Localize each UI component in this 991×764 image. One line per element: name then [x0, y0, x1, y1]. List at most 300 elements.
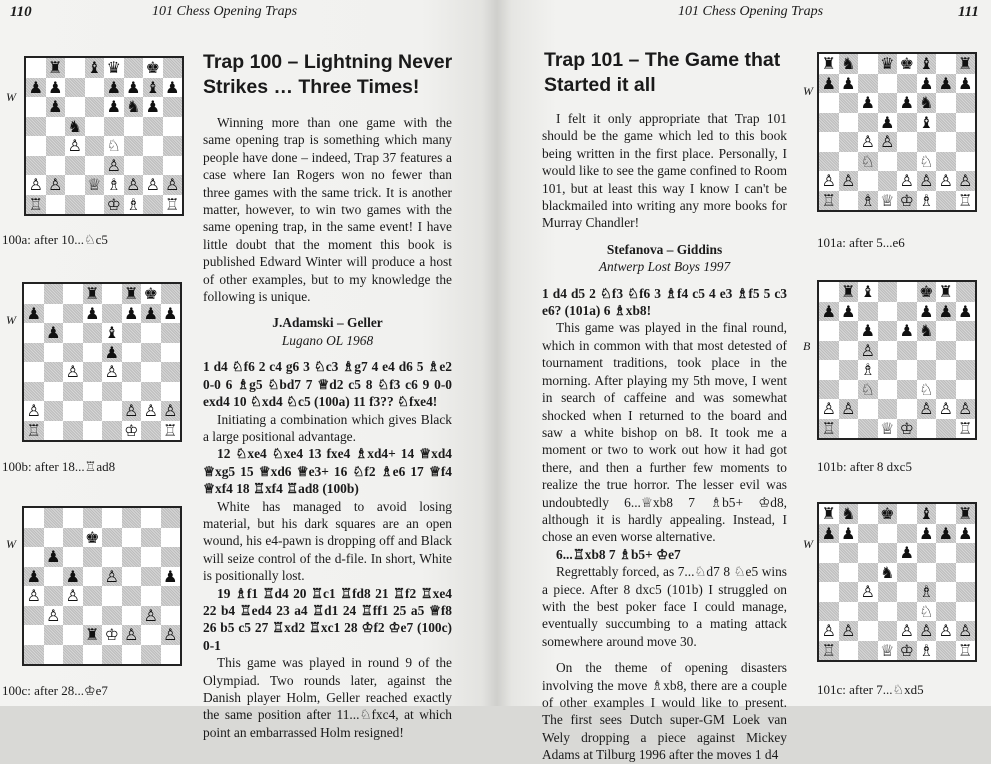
board-square	[839, 152, 859, 172]
chess-piece-icon: ♞	[880, 562, 895, 582]
chess-piece-icon: ♟	[899, 543, 914, 562]
board-square	[141, 508, 161, 528]
board-square	[102, 304, 122, 324]
chess-piece-icon: ♘	[860, 379, 875, 399]
chess-piece-icon: ♙	[104, 566, 119, 586]
board-square	[858, 152, 878, 172]
board-square	[141, 606, 161, 626]
chess-piece-icon: ♙	[26, 586, 41, 605]
chess-piece-icon: ♙	[143, 401, 158, 420]
board-square	[85, 97, 105, 117]
board-square	[917, 419, 937, 439]
left-title-line: Trap 100 – Lightning Never	[203, 51, 453, 73]
chess-piece-icon: ♟	[841, 73, 856, 93]
board-square	[858, 602, 878, 622]
board-square	[819, 321, 839, 341]
board-square	[122, 323, 142, 343]
board-square	[161, 362, 181, 382]
board-square	[63, 567, 83, 587]
chess-piece-icon: ♟	[919, 301, 934, 321]
board-square	[956, 54, 976, 74]
board-square	[878, 504, 898, 524]
paragraph: This game was played in the final round, which in common with that most detested of tournament traditions, took place in the morning. After playing my 5th move, I went in search of caffeine and was somewhat shocked when I returned to the board and saw a white bishop on b8. It took me a moment or two to work out how it had got there, and then a further few moments to realize the true horror. The lesser evil was undoubtedly 6...♕xb8 7 ♗b5+ ♔d8, although it is hardly appealing. Instead, I chose an even worse alternative.	[542, 320, 787, 545]
board-square	[839, 74, 859, 94]
diagram-101a-board	[817, 52, 977, 212]
board-square	[956, 602, 976, 622]
board-square	[143, 156, 163, 176]
board-square	[839, 191, 859, 211]
paragraph: On the theme of opening disasters involving the move ♗xb8, there are a couple of other examples I would like to present. The first sees Dutch super-GM Loek van Wely dropping a piece against Mickey Adams at Tilburg 1996 after the moves 1 d4	[542, 660, 787, 763]
paragraph: I felt it only appropriate that Trap 101 should be the game which led to this book being written in the first place. Personally, I would like to see the game confined to Room 101, but at least this way I know I can't be blackmailed into writing any more books for Murray Chandler!	[542, 111, 787, 231]
chess-piece-icon: ♘	[919, 601, 934, 621]
board-square	[917, 171, 937, 191]
chess-piece-icon: ♟	[106, 97, 121, 116]
board-square	[26, 78, 46, 98]
chess-piece-icon: ♞	[919, 93, 934, 112]
board-square	[819, 524, 839, 544]
chess-piece-icon: ♙	[938, 171, 953, 190]
chess-piece-icon: ♙	[65, 362, 80, 381]
board-square	[161, 547, 181, 567]
board-square	[24, 401, 44, 421]
board-square	[46, 58, 66, 78]
board-square	[124, 97, 144, 117]
board-square	[917, 341, 937, 361]
board-square	[956, 543, 976, 563]
board-square	[897, 399, 917, 419]
board-square	[819, 399, 839, 419]
board-square	[839, 132, 859, 152]
board-square	[122, 401, 142, 421]
board-square	[46, 78, 66, 98]
chess-piece-icon: ♜	[124, 284, 139, 303]
board-square	[858, 399, 878, 419]
board-square	[917, 93, 937, 113]
diagram-100a-board	[24, 56, 184, 216]
chess-piece-icon: ♜	[958, 54, 973, 73]
board-square	[839, 582, 859, 602]
chess-piece-icon: ♙	[143, 605, 158, 625]
board-square	[104, 175, 124, 195]
board-square	[897, 621, 917, 641]
board-square	[839, 524, 859, 544]
chess-piece-icon: ♙	[958, 621, 973, 640]
board-square	[141, 401, 161, 421]
chess-piece-icon: ♞	[67, 116, 82, 136]
paragraph: Winning more than one game with the same opening trap is something which many people have done – indeed, Trap 37 features a case where Ian Rogers won no fewer than three games with the same trick. It is another matter, however, to win two games with the same opening trap, in the same event! I have little doubt that the moment this book is published Edward Winter will produce a host of other examples, but to my knowledge the following is unique.	[203, 115, 452, 305]
board-square	[956, 171, 976, 191]
board-square	[63, 586, 83, 606]
board-square	[917, 282, 937, 302]
chess-piece-icon: ♜	[48, 58, 63, 77]
chess-piece-icon: ♟	[26, 303, 41, 323]
right-body-text	[542, 110, 787, 764]
board-square	[24, 606, 44, 626]
board-square	[44, 645, 64, 665]
chess-piece-icon: ♔	[899, 190, 914, 210]
board-square	[102, 508, 122, 528]
board-square	[858, 641, 878, 661]
chess-piece-icon: ♙	[919, 621, 934, 640]
board-square	[102, 606, 122, 626]
board-square	[124, 156, 144, 176]
board-square	[956, 380, 976, 400]
board-square	[44, 508, 64, 528]
chess-piece-icon: ♖	[821, 640, 836, 660]
board-square	[956, 152, 976, 172]
board-square	[124, 175, 144, 195]
chess-piece-icon: ♜	[85, 284, 100, 303]
chess-piece-icon: ♜	[85, 625, 100, 644]
paragraph: White has managed to avoid losing material, but his dark squares are an open wound, his e4-pawn is dropping off and Black will seize control of the d-file. In short, White is positionally lost.	[203, 498, 452, 584]
board-square	[161, 508, 181, 528]
chess-piece-icon: ♟	[26, 566, 41, 586]
board-square	[956, 399, 976, 419]
board-square	[26, 117, 46, 137]
board-square	[44, 528, 64, 548]
board-square	[161, 343, 181, 363]
diagram-100a-caption: 100a: after 10...♘c5	[2, 232, 108, 247]
board-square	[102, 567, 122, 587]
board-square	[858, 504, 878, 524]
right-title-line: Started it all	[544, 74, 656, 96]
board-square	[46, 175, 66, 195]
chess-piece-icon: ♚	[899, 54, 914, 73]
chess-piece-icon: ♙	[48, 175, 63, 194]
board-square	[24, 304, 44, 324]
board-square	[936, 602, 956, 622]
board-square	[83, 567, 103, 587]
board-square	[839, 419, 859, 439]
chess-piece-icon: ♟	[860, 93, 875, 112]
board-square	[163, 117, 183, 137]
board-square	[122, 508, 142, 528]
board-square	[24, 547, 44, 567]
board-square	[839, 54, 859, 74]
board-square	[839, 399, 859, 419]
chess-piece-icon: ♘	[860, 151, 875, 171]
board-square	[141, 382, 161, 402]
chess-piece-icon: ♔	[106, 194, 121, 214]
board-square	[46, 136, 66, 156]
chess-piece-icon: ♟	[48, 97, 63, 116]
board-square	[122, 625, 142, 645]
board-square	[63, 382, 83, 402]
board-square	[124, 136, 144, 156]
chess-piece-icon: ♟	[938, 73, 953, 93]
board-square	[897, 360, 917, 380]
chess-piece-icon: ♙	[841, 621, 856, 640]
chess-piece-icon: ♟	[165, 77, 180, 97]
board-square	[878, 54, 898, 74]
board-square	[63, 625, 83, 645]
board-square	[102, 362, 122, 382]
board-square	[936, 641, 956, 661]
board-square	[143, 136, 163, 156]
board-square	[24, 645, 44, 665]
chess-piece-icon: ♙	[28, 175, 43, 194]
board-square	[839, 504, 859, 524]
board-square	[819, 93, 839, 113]
paragraph: J.Adamski – Geller	[272, 315, 383, 331]
board-square	[163, 136, 183, 156]
board-square	[24, 284, 44, 304]
board-square	[956, 341, 976, 361]
board-square	[858, 113, 878, 133]
chess-piece-icon: ♙	[65, 586, 80, 605]
board-square	[102, 586, 122, 606]
board-square	[161, 323, 181, 343]
board-square	[858, 419, 878, 439]
board-square	[917, 582, 937, 602]
board-square	[936, 621, 956, 641]
board-square	[878, 641, 898, 661]
board-square	[122, 586, 142, 606]
board-square	[102, 421, 122, 441]
board-square	[897, 563, 917, 583]
board-square	[141, 528, 161, 548]
board-square	[878, 341, 898, 361]
board-square	[124, 58, 144, 78]
board-square	[839, 113, 859, 133]
board-square	[63, 401, 83, 421]
board-square	[85, 195, 105, 215]
board-square	[85, 58, 105, 78]
board-square	[83, 284, 103, 304]
chess-piece-icon: ♟	[841, 523, 856, 543]
board-square	[936, 93, 956, 113]
board-square	[143, 117, 163, 137]
board-square	[897, 93, 917, 113]
board-square	[858, 360, 878, 380]
board-square	[44, 343, 64, 363]
board-square	[104, 195, 124, 215]
board-square	[917, 504, 937, 524]
paragraph-gap	[542, 650, 787, 659]
chess-piece-icon: ♟	[958, 73, 973, 93]
board-square	[858, 582, 878, 602]
board-square	[44, 382, 64, 402]
board-square	[878, 602, 898, 622]
chess-piece-icon: ♟	[821, 523, 836, 543]
board-square	[46, 195, 66, 215]
board-square	[141, 645, 161, 665]
board-square	[63, 304, 83, 324]
board-square	[83, 508, 103, 528]
chess-piece-icon: ♟	[899, 321, 914, 340]
board-square	[122, 421, 142, 441]
board-square	[26, 195, 46, 215]
diagram-100b-caption: 100b: after 18...♖ad8	[2, 459, 116, 474]
board-square	[839, 341, 859, 361]
chess-piece-icon: ♖	[958, 190, 973, 210]
diagram-100b-board	[22, 282, 182, 442]
board-square	[936, 399, 956, 419]
board-square	[956, 419, 976, 439]
chess-piece-icon: ♟	[919, 523, 934, 543]
board-square	[858, 341, 878, 361]
chess-piece-icon: ♔	[899, 418, 914, 438]
board-square	[858, 74, 878, 94]
chess-piece-icon: ♟	[938, 301, 953, 321]
board-square	[917, 524, 937, 544]
board-square	[956, 93, 976, 113]
chess-piece-icon: ♟	[104, 342, 119, 362]
board-square	[141, 547, 161, 567]
board-square	[83, 625, 103, 645]
board-square	[65, 78, 85, 98]
board-square	[102, 382, 122, 402]
board-square	[83, 343, 103, 363]
board-square	[878, 419, 898, 439]
board-square	[143, 97, 163, 117]
board-square	[83, 382, 103, 402]
chess-piece-icon: ♘	[106, 136, 121, 155]
board-square	[819, 563, 839, 583]
board-square	[878, 171, 898, 191]
board-square	[839, 360, 859, 380]
chess-piece-icon: ♟	[124, 303, 139, 323]
board-square	[936, 132, 956, 152]
chess-piece-icon: ♜	[938, 282, 953, 301]
chess-piece-icon: ♙	[163, 625, 178, 644]
board-square	[141, 586, 161, 606]
board-square	[83, 362, 103, 382]
board-square	[936, 504, 956, 524]
board-square	[122, 528, 142, 548]
board-square	[161, 567, 181, 587]
board-square	[878, 282, 898, 302]
chess-piece-icon: ♙	[163, 401, 178, 420]
diagram-101b-caption: 101b: after 8 dxc5	[817, 459, 912, 474]
board-square	[85, 175, 105, 195]
board-square	[819, 171, 839, 191]
chess-piece-icon: ♗	[106, 175, 121, 194]
chess-piece-icon: ♙	[821, 399, 836, 418]
paragraph: 1 d4 d5 2 ♘f3 ♘f6 3 ♗f4 c5 4 e3 ♗f5 5 c3 e6? (101a) 6 ♗xb8!	[542, 285, 787, 319]
chess-piece-icon: ♘	[919, 151, 934, 171]
left-chapter-title	[203, 50, 452, 100]
board-square	[936, 321, 956, 341]
board-square	[44, 625, 64, 645]
board-square	[24, 625, 44, 645]
board-square	[65, 156, 85, 176]
board-square	[102, 401, 122, 421]
board-square	[917, 302, 937, 322]
board-square	[897, 602, 917, 622]
paragraph: This game was played in round 9 of the Olympiad. Two rounds later, against the Danish player Holm, Geller reached exactly the same position after 11...♘fxc4, at which point an embarrassed Holm resigned!	[203, 655, 452, 740]
chess-piece-icon: ♖	[165, 194, 180, 214]
board-square	[936, 524, 956, 544]
board-square	[819, 419, 839, 439]
paragraph: 12 ♘xe4 ♘xe4 13 fxe4 ♗xd4+ 14 ♕xd4 ♕xg5 15 ♕xd6 ♕e3+ 16 ♘f2 ♗e6 17 ♕f4 ♕xf4 18 ♖xf4 ♖ad8 (100b)	[203, 446, 452, 497]
board-square	[141, 304, 161, 324]
paragraph: Stefanova – Giddins	[606, 241, 723, 257]
board-square	[956, 191, 976, 211]
board-square	[878, 132, 898, 152]
board-square	[63, 606, 83, 626]
board-square	[897, 380, 917, 400]
board-square	[163, 195, 183, 215]
board-square	[141, 323, 161, 343]
board-square	[878, 93, 898, 113]
board-square	[819, 341, 839, 361]
chess-piece-icon: ♕	[87, 175, 102, 194]
board-square	[936, 152, 956, 172]
chess-piece-icon: ♕	[880, 640, 895, 660]
chess-piece-icon: ♗	[919, 190, 934, 210]
chess-piece-icon: ♗	[126, 194, 141, 214]
board-square	[956, 641, 976, 661]
right-title-line: Trap 101 – The Game that	[544, 49, 781, 71]
board-square	[124, 78, 144, 98]
chess-piece-icon: ♟	[163, 566, 178, 586]
chess-piece-icon: ♖	[821, 418, 836, 438]
chess-piece-icon: ♘	[919, 379, 934, 399]
board-square	[102, 547, 122, 567]
board-square	[83, 547, 103, 567]
board-square	[65, 58, 85, 78]
chess-piece-icon: ♜	[841, 282, 856, 301]
board-square	[956, 321, 976, 341]
board-square	[24, 528, 44, 548]
board-square	[897, 74, 917, 94]
board-square	[26, 175, 46, 195]
board-square	[897, 132, 917, 152]
board-square	[917, 602, 937, 622]
board-square	[24, 382, 44, 402]
diagram-100a-to-move: W	[6, 90, 16, 104]
board-square	[878, 191, 898, 211]
board-square	[24, 323, 44, 343]
board-square	[878, 543, 898, 563]
chess-piece-icon: ♟	[145, 97, 160, 116]
board-square	[104, 58, 124, 78]
board-square	[936, 302, 956, 322]
board-square	[104, 156, 124, 176]
board-square	[819, 74, 839, 94]
diagram-100c-board	[22, 506, 182, 666]
board-square	[63, 362, 83, 382]
board-square	[819, 54, 839, 74]
chess-piece-icon: ♜	[958, 504, 973, 523]
board-square	[124, 195, 144, 215]
board-square	[878, 563, 898, 583]
board-square	[839, 302, 859, 322]
chess-piece-icon: ♙	[938, 621, 953, 640]
board-square	[897, 524, 917, 544]
board-square	[956, 302, 976, 322]
board-square	[63, 343, 83, 363]
board-square	[917, 191, 937, 211]
board-square	[124, 117, 144, 137]
board-square	[104, 136, 124, 156]
board-square	[878, 302, 898, 322]
chess-piece-icon: ♚	[143, 284, 158, 303]
chess-piece-icon: ♙	[46, 605, 61, 625]
chess-piece-icon: ♖	[958, 418, 973, 438]
chess-piece-icon: ♗	[919, 640, 934, 660]
chess-piece-icon: ♙	[880, 132, 895, 151]
board-square	[936, 563, 956, 583]
board-square	[141, 421, 161, 441]
diagram-101c-board	[817, 502, 977, 662]
chess-piece-icon: ♟	[46, 547, 61, 566]
chess-piece-icon: ♖	[163, 420, 178, 440]
board-square	[161, 606, 181, 626]
board-square	[65, 195, 85, 215]
chess-piece-icon: ♚	[919, 282, 934, 301]
